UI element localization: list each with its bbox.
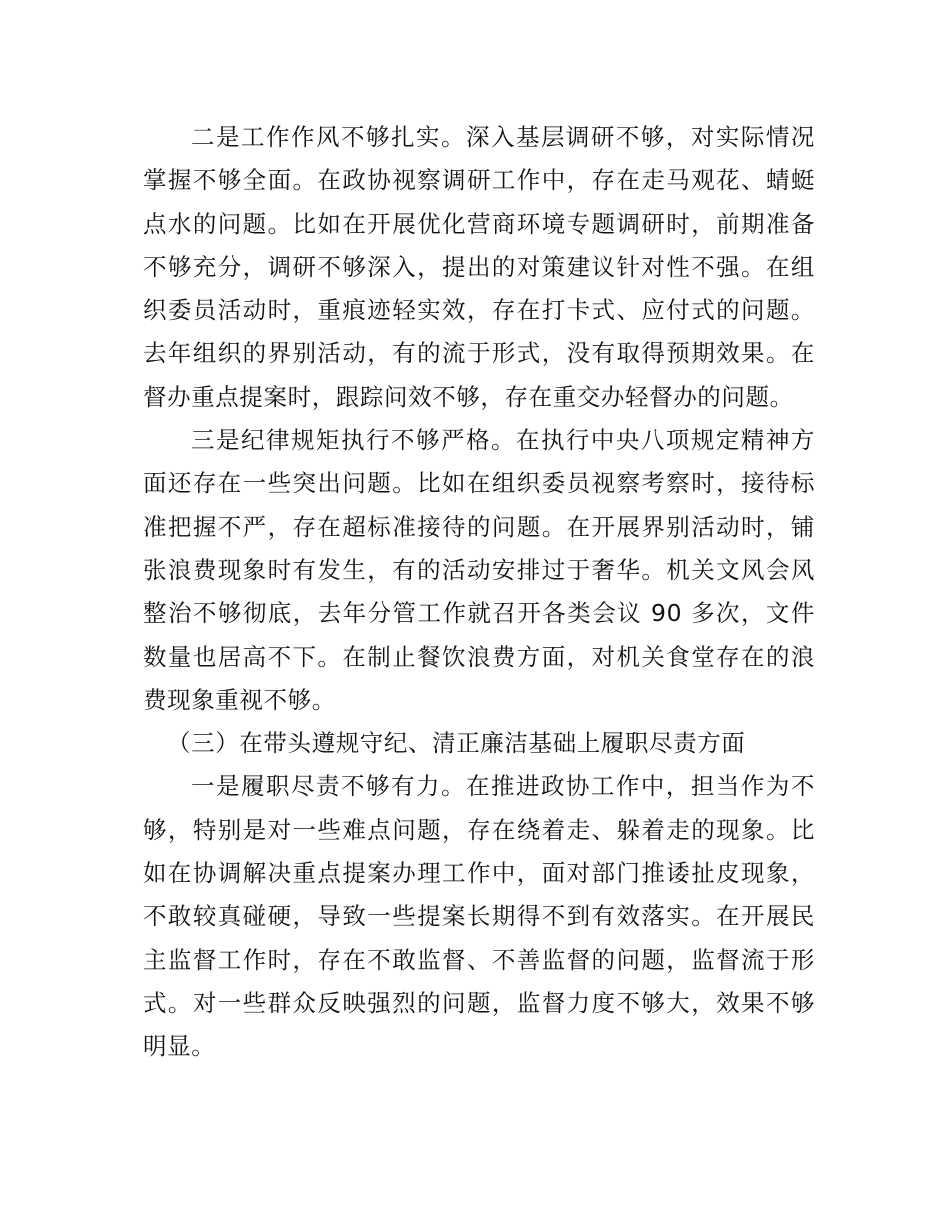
section-heading: （三）在带头遵规守纪、清正廉洁基础上履职尽责方面 bbox=[167, 729, 746, 758]
document-body bbox=[143, 116, 815, 1069]
paragraph-discipline: 三是纪律规矩执行不够严格。在执行中央八项规定精神方面还存在一些突出问题。比如在组织委员视察考察时，接待标准把握不严，存在超标准接待的问题。在开展界别活动时，铺张浪费现象时有发生，有的活动安排过于奢华。机关文风会风整治不够彻底，去年分管工作就召开各类会议 90 多次，文件数量也居高不下。在制止餐饮浪费方面，对机关食堂存在的浪费现象重视不够。 bbox=[143, 426, 815, 714]
paragraph-duty-performance: 一是履职尽责不够有力。在推进政协工作中，担当作为不够，特别是对一些难点问题，存在绕着走、躲着走的现象。比如在协调解决重点提案办理工作中，面对部门推诿扯皮现象，不敢较真碰硬，导致一些提案长期得不到有效落实。在开展民主监督工作时，存在不敢监督、不善监督的问题，监督流于形式。对一些群众反映强烈的问题，监督力度不够大，效果不够明显。 bbox=[143, 772, 815, 1061]
paragraph-work-style: 二是工作作风不够扎实。深入基层调研不够，对实际情况掌握不够全面。在政协视察调研工作中，存在走马观花、蜻蜓点水的问题。比如在开展优化营商环境专题调研时，前期准备不够充分，调研不够深入，提出的对策建议针对性不强。在组织委员活动时，重痕迹轻实效，存在打卡式、应付式的问题。去年组织的界别活动，有的流于形式，没有取得预期效果。在督办重点提案时，跟踪问效不够，存在重交办轻督办的问题。 bbox=[143, 123, 815, 411]
